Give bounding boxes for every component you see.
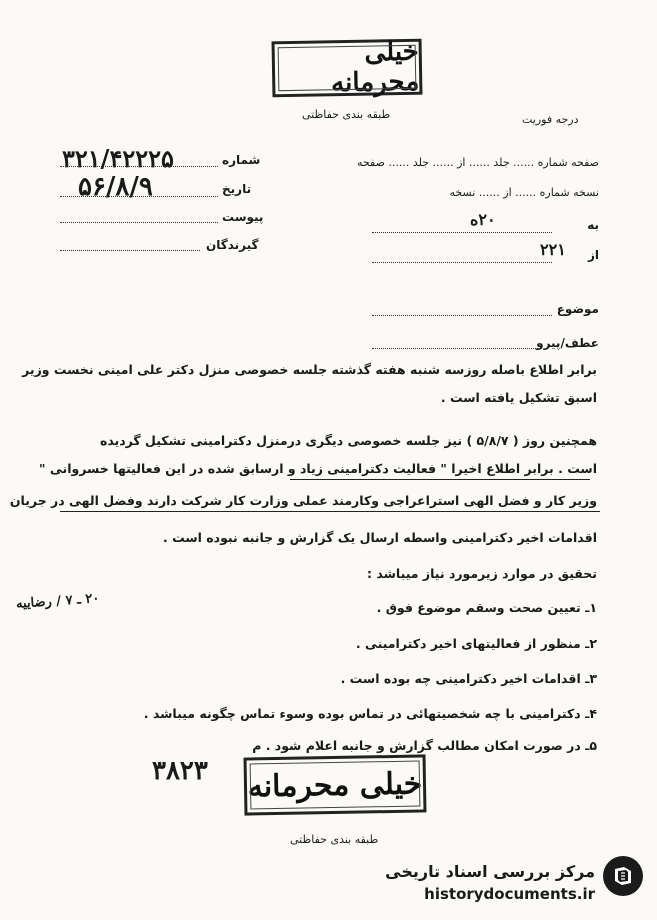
ref-dotted-line <box>372 348 540 349</box>
classification-stamp-top: خیلی محرمانه <box>272 39 423 98</box>
document-number-handwritten: ۳۸۲۳ <box>152 756 208 786</box>
to-label: به <box>587 218 599 232</box>
ref-label: عطف/پیرو <box>536 336 599 350</box>
number-dotted-line <box>60 166 218 167</box>
body-line-3: همچنین روز ( ۵/۸/۷ ) نیز جلسه خصوصی دیگری درمنزل دکترامینی تشکیل گردیده <box>99 433 597 448</box>
archive-url: historydocuments.ir <box>424 885 595 903</box>
archive-logo-icon <box>603 856 643 896</box>
to-dotted-line <box>372 232 552 233</box>
underline-2 <box>60 511 600 512</box>
list-item-2: ۲ـ منظور از فعالیتهای اخیر دکترامینی . <box>355 636 597 651</box>
classification-caption-bottom: طبقه بندی حفاظتی <box>290 833 379 846</box>
classification-stamp-bottom: خیلی محرمانه <box>244 754 427 815</box>
from-label: از <box>587 248 599 262</box>
body-line-2: اسبق تشکیل یافته است . <box>440 390 597 405</box>
recipients-label: گیرندگان <box>206 238 259 252</box>
body-line-4: است . برابر اطلاع اخیرا " فعالیت دکترامینی زیاد و ارسابق شده در این فعالیتها خسروانی " <box>39 461 597 476</box>
from-dotted-line <box>372 262 552 263</box>
attachment-label: پیوست <box>222 210 264 224</box>
date-label: تاریخ <box>222 182 252 196</box>
date-value: ۵۶/۸/۹ <box>78 172 153 202</box>
list-item-5: ۵ـ در صورت امکان مطالب گزارش و جانبه اعلام شود . م <box>252 738 597 753</box>
priority-label: درجه فوریت <box>522 113 579 126</box>
subject-label: موضوع <box>556 302 599 316</box>
body-line-7: تحقیق در موارد زیرمورد نیاز میباشد : <box>367 566 597 581</box>
archive-name: مرکز بررسی اسناد تاریخی <box>385 862 595 881</box>
body-line-5: وزیر کار و فضل الهی استراعراجی وکارمند عملی وزارت کار شرکت دارند وفضل الهی در جریان <box>9 493 597 508</box>
date-dotted-line <box>60 196 218 197</box>
number-label: شماره <box>222 153 261 167</box>
subject-dotted-line <box>372 315 552 316</box>
underline-1 <box>290 479 590 480</box>
attachment-dotted-line <box>60 222 218 223</box>
classification-caption-top: طبقه بندی حفاظتی <box>302 108 391 121</box>
to-value: ۲۰ه <box>470 210 496 229</box>
list-item-3: ۳ـ اقدامات اخیر دکترامینی چه بوده است . <box>340 671 597 686</box>
number-value: ۳۲۱/۴۲۲۲۵ <box>62 144 174 173</box>
list-item-1: ۱ـ تعیین صحت وسقم موضوع فوق . <box>376 600 597 615</box>
copy-number-line: نسخه شماره ...... از ...... نسخه <box>449 186 599 199</box>
page-number-line: صفحه شماره ...... جلد ...... از ...... جلد ...... صفحه <box>357 156 599 169</box>
list-item-4: ۴ـ دکترامینی با چه شخصیتهائی در تماس بوده وسوء تماس چگونه میباشد . <box>143 706 597 721</box>
body-line-6: اقدامات اخیر دکترامینی واسطه ارسال یک گزارش و جانبه نبوده است . <box>163 530 597 545</box>
recipients-dotted-line <box>60 250 200 251</box>
margin-note: ۲۰ ـ ۷ / رضاییه <box>15 591 100 612</box>
body-line-1: برابر اطلاع باصله روزسه شنبه هفته گذشته جلسه خصوصی منزل دکتر علی امینی نخست وزیر <box>22 362 597 377</box>
from-value: ۲۲۱ <box>540 240 566 259</box>
